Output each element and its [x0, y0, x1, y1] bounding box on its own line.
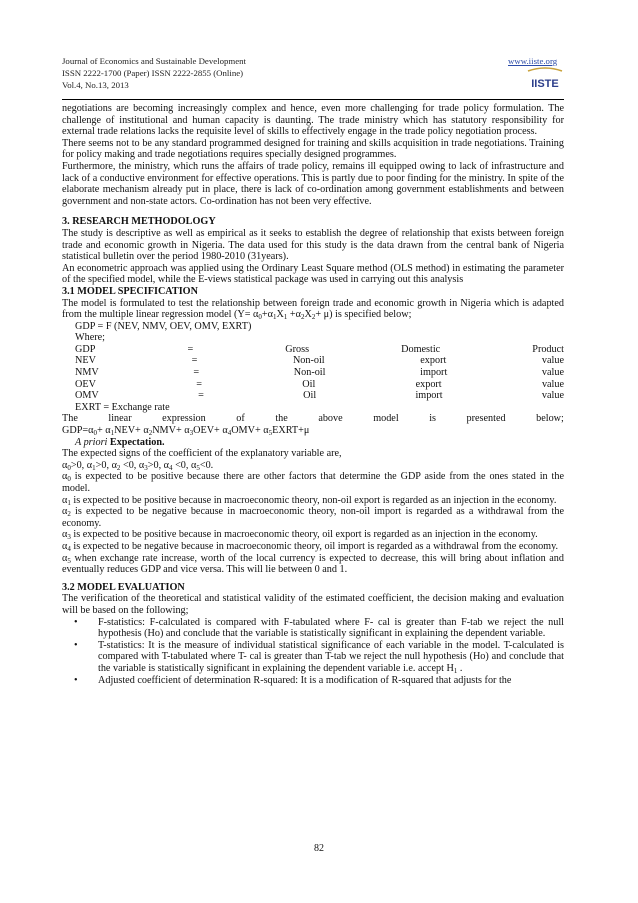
methodology-paragraph: The study is descriptive as well as empirical as it seeks to establish the degree of relationship that exists between foreign trade and economic growth in Nigeria. The data used for this study is the data drawn from the central bank of Nigeria statistical bulletin over the period 1980-2010 (31years).	[62, 227, 564, 263]
intro-paragraph: negotiations are becoming increasingly complex and hence, even more challenging for trade policy formulation. The challenge of institutional and human capacity is daunting. The trade ministry which has statutory responsibility for external trade relations lacks the requisite level of skills to effectively engage in the trade policy negotiation process.	[62, 103, 564, 138]
exrt-definition: EXRT = Exchange rate	[75, 401, 170, 413]
definition-row: NMV = Non-oil import value	[75, 367, 564, 379]
evaluation-criterion: • Adjusted coefficient of determination R-squared: It is a modification of R-squared that adjusts for the	[74, 674, 512, 686]
section-3-1-heading: 3.1 MODEL SPECIFICATION	[62, 285, 198, 297]
evaluation-criterion: • T-statistics: It is the measure of individual statistical significance of each variable in the model. T-calculated is compared with T-tabulated where T- cal is greater than T-tab we reject the null hypothesis (Ho) and conclude that the variable is statistically significant in explaining the dependent variable i.e. accept $H_1$ .	[74, 639, 564, 675]
evaluation-criterion: • F-statistics: F-calculated is compared with F-tabulated where F- cal is greater than F-tab we reject the null hypothesis (Ho) and conclude that the variable is statistically significant in explaining the dependent variable.	[74, 616, 564, 640]
bullet-icon: •	[74, 616, 78, 628]
header-rule	[62, 99, 564, 100]
where-label: Where;	[75, 332, 105, 344]
expected-signs: $\alpha_0>0$, $\alpha_1>0$, $\alpha_2 <0$, $\alpha_3>0$, $\alpha_4 <0$, $\alpha_5<0$.	[62, 459, 214, 472]
bullet-icon: •	[74, 674, 78, 686]
journal-volume: Vol.4, No.13, 2013	[62, 80, 129, 90]
iiste-logo	[526, 67, 564, 93]
coefficient-expectation-note: $\alpha_2$ is expected to be negative because in macroeconomic theory, non-oil import is regarded as a withdrawal from the economy.	[62, 506, 564, 529]
bullet-icon: •	[74, 639, 78, 651]
coefficient-expectation-note: $\alpha_5$ when exchange rate increase, worth of the local currency is expected to decrease, this will bring about inflation and eventually reduces GDP and vice versa. This will lie between 0 and 1.	[62, 552, 564, 576]
page-number: 82	[314, 843, 324, 854]
coefficient-expectation-note: $\alpha_4$ is expected to be negative because in macroeconomic theory, oil import is regarded as a withdrawal from the economy.	[62, 540, 559, 553]
journal-title: Journal of Economics and Sustainable Development	[62, 56, 246, 66]
variable-definitions	[62, 344, 564, 402]
coefficient-expectation-note: $\alpha_0$ is expected to be positive because there are other factors that determine the GDP aside from the ones stated in the model.	[62, 471, 564, 494]
article-body	[62, 103, 564, 686]
model-function: GDP = F (NEV, NMV, OEV, OMV, EXRT)	[75, 320, 252, 332]
model-spec-paragraph: The model is formulated to test the relationship between foreign trade and economic growth in Nigeria which is adapted from the multiple linear regression model $(Y= \alpha_0+\alpha_1X_1 +\alpha_2X_2+ \mu)$ is specified below;	[62, 297, 564, 322]
intro-paragraph: There seems not to be any standard programmed designed for training and skills acquisition in trade negotiations. Training for policy making and trade negotiations requires specially designed programmes.	[62, 137, 564, 161]
coefficient-expectation-note: $\alpha_1$ is expected to be positive because in macroeconomic theory, non-oil export is regarded as an injection in the economy.	[62, 494, 557, 507]
section-3-2-heading: 3.2 MODEL EVALUATION	[62, 581, 185, 593]
definition-row: OEV = Oil export value	[75, 378, 564, 390]
logo-text: IISTE	[531, 78, 559, 90]
evaluation-criteria-list	[62, 617, 564, 687]
expected-signs-intro: The expected signs of the coefficient of the explanatory variable are,	[62, 448, 342, 460]
coefficient-expectation-note: $\alpha_3$ is expected to be positive because in macroeconomic theory, oil export is regarded as an injection in the economy.	[62, 529, 538, 542]
apriori-expectation: A priori Expectation.	[75, 436, 165, 448]
methodology-paragraph: An econometric approach was applied using the Ordinary Least Square method (OLS method) in estimating the parameter of the specified model, while the E-views statistical package was used in carrying out this analysis	[62, 262, 564, 286]
definition-row: NEV = Non-oil export value	[75, 355, 564, 367]
evaluation-intro: The verification of the theoretical and statistical validity of the estimated coefficient, the decision making and evaluation will be based on the following;	[62, 593, 564, 616]
definition-row: GDP = Gross Domestic Product	[75, 343, 564, 355]
definition-row: OMV = Oil import value	[75, 390, 564, 402]
journal-url-link[interactable]: www.iiste.org	[508, 56, 558, 66]
linear-expression-line: The linear expression of the above model is presented below;	[62, 413, 564, 425]
section-3-heading: 3. RESEARCH METHODOLOGY	[62, 216, 216, 228]
journal-issn: ISSN 2222-1700 (Paper) ISSN 2222-2855 (Online)	[62, 68, 244, 78]
intro-paragraph: Furthermore, the ministry, which runs the affairs of trade policy, remains ill equipped owing to lack of infrastructure and lack of a conductive environment for effective operations. This is partly due to poor finding for the ministry. In spite of the elaborate mechanism already put in place, there is lack of co-ordination among government establishments and between government and non-state actors. Co-ordination has not been very effective.	[62, 160, 564, 207]
regression-equation: $GDP=\alpha_0+ \alpha_1NEV+ \alpha_2NMV+ \alpha_3OEV+ \alpha_4OMV+$ $\alpha_5EXRT+\mu$	[62, 425, 310, 438]
